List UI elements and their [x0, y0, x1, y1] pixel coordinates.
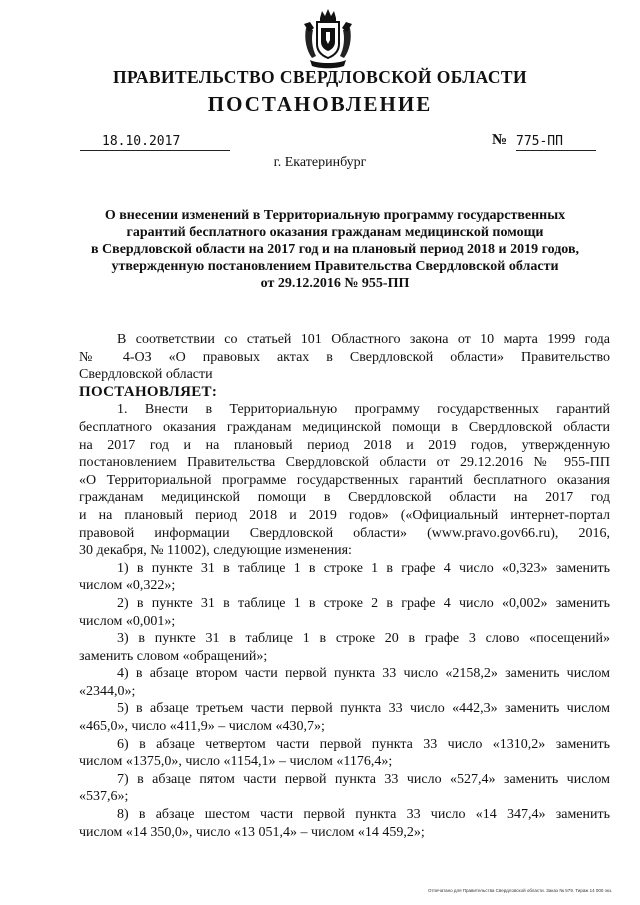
subitem-line: числом «1375,0», число «1154,1» – числом «1176,4»;	[79, 754, 393, 770]
subitem-line: 3) в пункте 31 в таблице 1 в строке 20 в графе 3 слово «посещений»	[117, 631, 610, 647]
subitem-line: «537,6»;	[79, 789, 129, 805]
document-title	[70, 207, 600, 292]
subitem-line: числом «0,322»;	[79, 578, 176, 594]
coat-of-arms-icon	[300, 8, 356, 70]
title-line: О внесении изменений в Территориальную программу государственных	[104, 208, 566, 223]
title-line: от 29.12.2016 № 955-ПП	[260, 276, 410, 291]
government-name: ПРАВИТЕЛЬСТВО СВЕРДЛОВСКОЙ ОБЛАСТИ	[113, 67, 527, 87]
item-line: постановлением Правительства Свердловской области от 29.12.2016 № 955-ПП	[79, 455, 610, 471]
document-type: ПОСТАНОВЛЕНИЕ	[207, 92, 433, 116]
title-line: гарантий бесплатного оказания гражданам медицинской помощи	[126, 225, 544, 240]
subitem-line: «2344,0»;	[79, 683, 136, 699]
subitem-line: 8) в абзаце шестом части первой пункта 33 число «14 347,4» заменить	[117, 807, 610, 823]
item-line: и на плановый период 2018 и 2019 годов» («Официальный интернет-портал	[79, 507, 610, 523]
subitem-line: «465,0», число «411,9» – числом «430,7»;	[79, 719, 325, 735]
decree-number: 775-ПП	[516, 134, 596, 151]
preamble-line: В соответствии со статьей 101 Областного закона от 10 марта 1999 года	[117, 332, 610, 347]
item-line: 30 декабря, № 11002), следующие изменения:	[79, 543, 352, 559]
item-line: 1. Внести в Территориальную программу государственных гарантий	[117, 402, 610, 418]
item-line: «О Территориальной программе государственных гарантий бесплатного оказания	[79, 472, 610, 488]
item-line: правовой информации Свердловской области» (www.pravo.gov66.ru), 2016,	[79, 525, 610, 541]
subitem-line: 5) в абзаце третьем части первой пункта 33 число «442,3» заменить числом	[117, 701, 610, 717]
number-sign: №	[492, 132, 508, 148]
subitem-line: 6) в абзаце четвертом части первой пункта 33 число «1310,2» заменить	[117, 736, 610, 752]
preamble-line: Свердловской области	[79, 367, 213, 383]
item-line: бесплатного оказания гражданам медицинской помощи в Свердловской области	[79, 419, 610, 435]
title-line: утвержденную постановлением Правительства Свердловской области	[111, 259, 559, 274]
title-line: в Свердловской области на 2017 год и на плановый период 2018 и 2019 годов,	[90, 242, 580, 257]
subitem-line: 2) в пункте 31 в таблице 1 в строке 2 в графе 4 число «0,002» заменить	[117, 595, 610, 611]
subitem-line: 1) в пункте 31 в таблице 1 в строке 1 в графе 4 число «0,323» заменить	[117, 560, 610, 576]
subitem-line: числом «0,001»;	[79, 613, 176, 629]
document-body	[79, 331, 610, 841]
preamble-line: № 4-ОЗ «О правовых актах в Свердловской области» Правительство	[79, 349, 610, 365]
item-line: гражданам медицинской помощи в Свердловской области на 2017 год	[79, 490, 610, 506]
decree-date: 18.10.2017	[80, 134, 230, 151]
decides-heading: ПОСТАНОВЛЯЕТ:	[79, 383, 218, 400]
subitem-line: 7) в абзаце пятом части первой пункта 33 число «527,4» заменить числом	[117, 771, 610, 787]
subitem-line: числом «14 350,0», число «13 051,4» – числом «14 459,2»;	[79, 824, 425, 840]
subitem-line: 4) в абзаце втором части первой пункта 33 число «2158,2» заменить числом	[117, 666, 610, 682]
item-line: на 2017 год и на плановый период 2018 и 2019 годов, утвержденную	[79, 437, 610, 453]
subitem-line: заменить словом «обращений»;	[79, 648, 268, 664]
print-footer: Отпечатано для Правительства Свердловской области. Заказ № 579. Тираж 14 000 экз.	[428, 888, 613, 893]
city: г. Екатеринбург	[273, 155, 367, 170]
